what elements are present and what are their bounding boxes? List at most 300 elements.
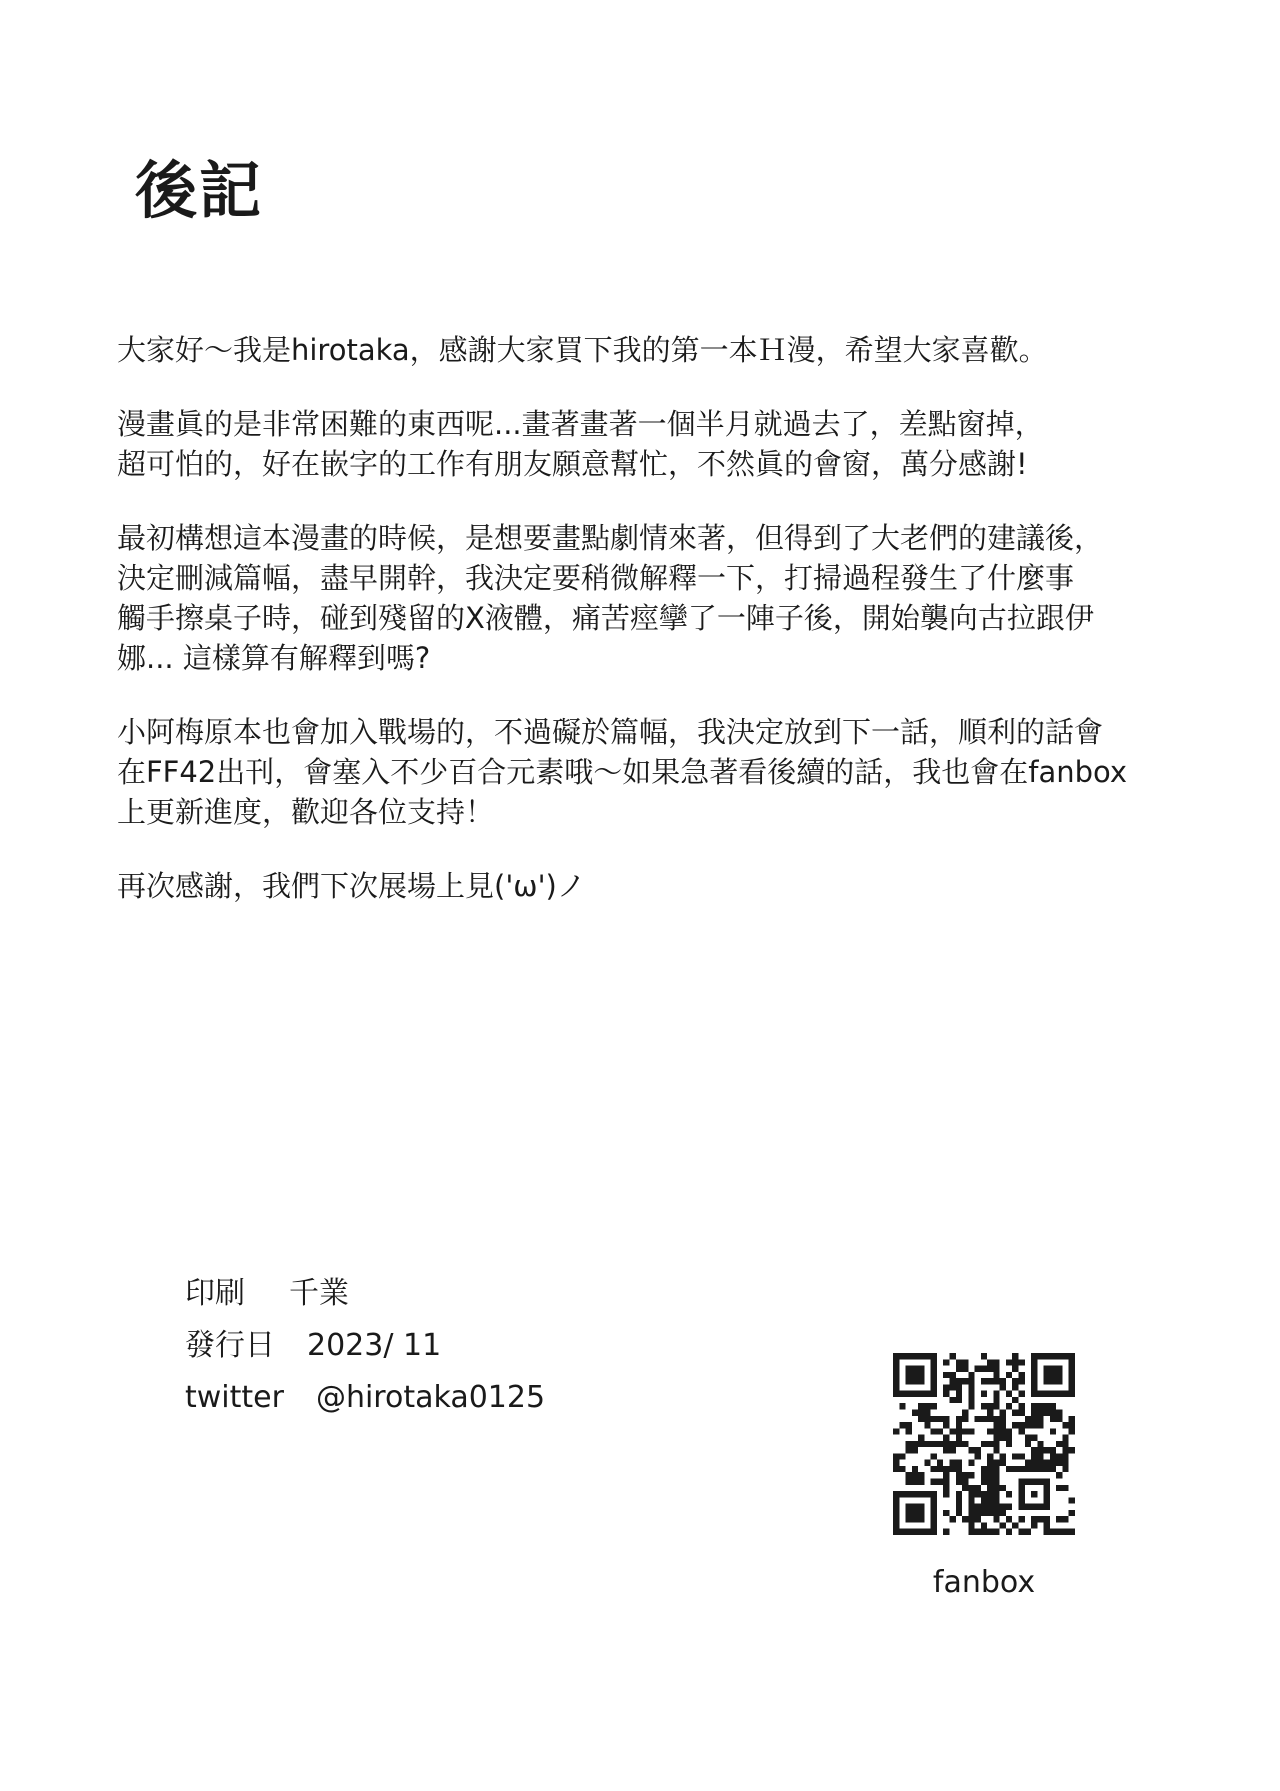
qr-module [1000,1504,1006,1510]
qr-module [1056,1529,1062,1535]
qr-module [981,1529,987,1535]
qr-module [943,1466,949,1472]
colophon-label: 印刷 [185,1276,245,1311]
qr-module [987,1510,993,1516]
qr-module [1062,1453,1068,1459]
qr-finder [1069,1353,1075,1397]
qr-module [1000,1460,1006,1466]
qr-module [1031,1522,1037,1528]
text-line: 再次感謝，我們下次展場上見('ω')ノ [117,869,586,903]
qr-module [993,1472,999,1478]
qr-module [956,1428,962,1434]
qr-module [962,1359,968,1365]
qr-module [912,1441,918,1447]
qr-module [993,1516,999,1522]
qr-module [987,1453,993,1459]
qr-module [1025,1422,1031,1428]
qr-module [899,1466,905,1472]
qr-module [956,1491,962,1497]
qr-module [918,1403,924,1409]
qr-module [1000,1409,1006,1415]
qr-module [968,1397,974,1403]
qr-module [1037,1453,1043,1459]
qr-module [1037,1409,1043,1415]
qr-finder [1031,1353,1037,1397]
qr-module [918,1435,924,1441]
qr-module [906,1428,912,1434]
qr-finder [1031,1353,1075,1359]
qr-module [949,1447,955,1453]
qr-module [1006,1529,1012,1535]
afterword-body [117,330,1197,940]
qr-module [893,1453,899,1459]
qr-module [956,1460,962,1466]
qr-module [1062,1435,1068,1441]
qr-module [949,1397,955,1403]
qr-align [1044,1479,1050,1510]
qr-module [1044,1466,1050,1472]
qr-module [962,1441,968,1447]
qr-module [1025,1460,1031,1466]
twitter-handle: @hirotaka0125 [315,1380,546,1415]
qr-module [943,1485,949,1491]
qr-module [1050,1447,1056,1453]
qr-module [1037,1516,1043,1522]
qr-module [993,1529,999,1535]
colophon-twitter [185,1372,545,1424]
qr-module [1050,1453,1056,1459]
qr-module [943,1529,949,1535]
qr-finder [1031,1391,1075,1397]
qr-module [1056,1453,1062,1459]
qr-module [993,1422,999,1428]
qr-module [956,1378,962,1384]
qr-module [956,1416,962,1422]
qr-module [1056,1516,1062,1522]
qr-module [924,1416,930,1422]
qr-module [1044,1409,1050,1415]
colophon-printer [185,1268,545,1320]
qr-finder [1044,1366,1063,1385]
text-line: 在FF42出刊，會塞入不少百合元素哦～如果急著看後續的話，我也會在fanbox [117,755,1128,789]
qr-module [987,1366,993,1372]
qr-module [931,1453,937,1459]
qr-module [943,1472,949,1478]
colophon-value: 千業 [289,1276,349,1311]
qr-module [1031,1516,1037,1522]
qr-module [956,1397,962,1403]
qr-module [931,1416,937,1422]
qr-module [899,1403,905,1409]
qr-module [993,1466,999,1472]
qr-module [987,1472,993,1478]
qr-module [1006,1403,1012,1409]
qr-module [968,1522,974,1528]
qr-module [968,1497,974,1503]
qr-module [918,1472,924,1478]
qr-module [943,1510,949,1516]
qr-module [1019,1428,1025,1434]
qr-module [1062,1516,1068,1522]
qr-module [975,1453,981,1459]
qr-module [962,1472,968,1478]
qr-module [981,1522,987,1528]
qr-module [1012,1359,1018,1365]
qr-module [1037,1422,1043,1428]
qr-module [1000,1510,1006,1516]
qr-module [968,1472,974,1478]
qr-module [1012,1397,1018,1403]
qr-module [987,1466,993,1472]
qr-module [975,1510,981,1516]
qr-module [949,1372,955,1378]
qr-module [1019,1422,1025,1428]
qr-module [1044,1403,1050,1409]
qr-module [1006,1441,1012,1447]
qr-module [912,1479,918,1485]
qr-module [949,1428,955,1434]
qr-module [1000,1416,1006,1422]
qr-module [993,1485,999,1491]
qr-module [993,1397,999,1403]
qr-module [1012,1378,1018,1384]
text-line: 超可怕的，好在嵌字的工作有朋友願意幫忙，不然眞的會窗，萬分感謝! [117,447,1028,481]
qr-module [975,1485,981,1491]
qr-module [1031,1403,1037,1409]
qr-module [1031,1422,1037,1428]
qr-module [993,1460,999,1466]
qr-module [1031,1453,1037,1459]
qr-module [906,1422,912,1428]
paragraph-next [117,712,1197,832]
qr-module [943,1416,949,1422]
qr-module [931,1428,937,1434]
qr-module [962,1378,968,1384]
colophon-value: 2023/ 11 [307,1328,442,1363]
qr-module [987,1378,993,1384]
qr-module [1000,1428,1006,1434]
qr-module [906,1479,912,1485]
qr-module [949,1466,955,1472]
qr-module [993,1447,999,1453]
qr-module [1019,1372,1025,1378]
qr-module [1000,1485,1006,1491]
qr-module [1037,1441,1043,1447]
qr-module [1012,1353,1018,1359]
qr-module [987,1491,993,1497]
qr-finder [893,1529,937,1535]
qr-caption: fanbox [932,1565,1036,1600]
qr-module [956,1422,962,1428]
qr-module [893,1428,899,1434]
qr-module [993,1366,999,1372]
qr-finder [893,1491,937,1497]
qr-module [968,1460,974,1466]
qr-module [1012,1422,1018,1428]
qr-module [981,1466,987,1472]
qr-module [1037,1403,1043,1409]
qr-finder [893,1491,899,1535]
qr-module [949,1516,955,1522]
qr-module [937,1466,943,1472]
qr-module [993,1441,999,1447]
qr-module [1012,1409,1018,1415]
qr-module [987,1497,993,1503]
qr-module [893,1460,899,1466]
qr-module [975,1366,981,1372]
qr-module [975,1491,981,1497]
qr-module [937,1416,943,1422]
text-line: 娜... 這樣算有解釋到嗎? [117,641,431,675]
qr-module [1019,1529,1025,1535]
qr-module [924,1460,930,1466]
qr-module [1000,1378,1006,1384]
text-line: 最初構想這本漫畫的時候，是想要畫點劇情來著，但得到了大老們的建議後， [117,521,1104,555]
qr-align [1019,1479,1025,1510]
qr-module [924,1441,930,1447]
qr-module [1025,1435,1031,1441]
qr-module [912,1472,918,1478]
qr-module [943,1447,949,1453]
qr-module [943,1359,949,1365]
qr-module [943,1435,949,1441]
colophon-label: 發行日 [185,1328,275,1363]
qr-module [1069,1416,1075,1422]
qr-module [987,1479,993,1485]
qr-module [993,1378,999,1384]
qr-module [987,1409,993,1415]
qr-module [1019,1359,1025,1365]
qr-code-icon[interactable] [893,1353,1075,1535]
qr-module [949,1378,955,1384]
qr-module [1000,1522,1006,1528]
qr-finder [931,1491,937,1535]
qr-module [912,1447,918,1453]
qr-module [906,1447,912,1453]
qr-finder [931,1353,937,1397]
qr-module [956,1435,962,1441]
qr-module [937,1428,943,1434]
qr-module [962,1428,968,1434]
qr-module [1069,1529,1075,1535]
qr-module [993,1504,999,1510]
qr-module [1000,1422,1006,1428]
qr-module [956,1359,962,1365]
qr-align [1031,1491,1037,1497]
qr-module [1019,1378,1025,1384]
qr-module [968,1510,974,1516]
qr-module [968,1403,974,1409]
qr-module [1031,1460,1037,1466]
qr-module [968,1447,974,1453]
qr-module [981,1416,987,1422]
qr-module [993,1435,999,1441]
colophon-date [185,1320,545,1372]
qr-module [993,1428,999,1434]
text-line: 漫畫眞的是非常困難的東西呢...畫著畫著一個半月就過去了，差點窗掉， [117,407,1044,441]
qr-module [1031,1416,1037,1422]
text-line: 決定刪減篇幅，盡早開幹，我決定要稍微解釋一下，打掃過程發生了什麼事 [117,561,1075,595]
qr-module [918,1409,924,1415]
qr-module [943,1441,949,1447]
qr-module [987,1460,993,1466]
qr-module [981,1504,987,1510]
qr-module [1044,1447,1050,1453]
qr-module [924,1409,930,1415]
qr-module [1062,1422,1068,1428]
qr-module [937,1460,943,1466]
qr-module [993,1403,999,1409]
qr-module [1069,1497,1075,1503]
qr-module [962,1416,968,1422]
qr-module [1056,1472,1062,1478]
qr-module [918,1416,924,1422]
qr-finder [893,1391,937,1397]
qr-module [987,1529,993,1535]
qr-module [981,1391,987,1397]
qr-module [1025,1529,1031,1535]
qr-module [1062,1441,1068,1447]
qr-module [981,1378,987,1384]
colophon [185,1268,545,1424]
qr-module [956,1479,962,1485]
qr-module [987,1359,993,1365]
qr-module [1006,1504,1012,1510]
qr-module [931,1479,937,1485]
qr-module [1006,1516,1012,1522]
qr-module [937,1479,943,1485]
qr-module [1006,1435,1012,1441]
qr-module [1044,1522,1050,1528]
qr-module [1056,1416,1062,1422]
qr-module [987,1403,993,1409]
qr-module [962,1516,968,1522]
qr-module [1000,1435,1006,1441]
qr-module [1044,1460,1050,1466]
qr-module [1025,1416,1031,1422]
qr-module [981,1479,987,1485]
text-line: 上更新進度，歡迎各位支持！ [117,795,495,829]
qr-module [1031,1466,1037,1472]
qr-module [1012,1466,1018,1472]
qr-finder [893,1353,899,1397]
qr-module [1031,1447,1037,1453]
qr-module [968,1428,974,1434]
qr-module [1012,1522,1018,1528]
qr-module [987,1428,993,1434]
qr-module [1031,1435,1037,1441]
qr-module [981,1491,987,1497]
qr-module [943,1422,949,1428]
text-line: 觸手擦桌子時，碰到殘留的X液體，痛苦痙攣了一陣子後，開始襲向古拉跟伊 [117,601,1094,635]
qr-module [1037,1460,1043,1466]
qr-module [981,1366,987,1372]
qr-module [968,1378,974,1384]
qr-module [1056,1485,1062,1491]
qr-module [981,1441,987,1447]
qr-module [1019,1403,1025,1409]
qr-module [1062,1529,1068,1535]
qr-module [987,1441,993,1447]
qr-module [962,1366,968,1372]
qr-module [1056,1409,1062,1415]
qr-module [975,1447,981,1453]
qr-module [931,1441,937,1447]
qr-module [899,1453,905,1459]
qr-module [1050,1403,1056,1409]
paragraph-thanks [117,866,1197,906]
qr-module [912,1409,918,1415]
qr-module [1044,1516,1050,1522]
qr-module [949,1460,955,1466]
qr-module [906,1472,912,1478]
qr-module [931,1466,937,1472]
qr-module [924,1422,930,1428]
qr-module [987,1504,993,1510]
qr-module [1037,1416,1043,1422]
qr-module [1012,1453,1018,1459]
qr-module [968,1504,974,1510]
text-line: 小阿梅原本也會加入戰場的，不過礙於篇幅，我決定放到下一話，順利的話會 [117,715,1104,749]
qr-module [1050,1409,1056,1415]
qr-module [975,1416,981,1422]
qr-module [906,1441,912,1447]
qr-module [956,1384,962,1390]
qr-module [956,1497,962,1503]
qr-module [1062,1466,1068,1472]
qr-module [1037,1466,1043,1472]
qr-module [1019,1516,1025,1522]
qr-module [943,1391,949,1397]
qr-module [1000,1453,1006,1459]
qr-module [918,1441,924,1447]
qr-module [956,1391,962,1397]
qr-module [1025,1441,1031,1447]
qr-module [1056,1441,1062,1447]
qr-module [1062,1460,1068,1466]
qr-module [899,1422,905,1428]
qr-module [968,1384,974,1390]
qr-module [1056,1460,1062,1466]
qr-module [1062,1447,1068,1453]
qr-module [975,1504,981,1510]
qr-finder [906,1366,925,1385]
qr-module [1069,1510,1075,1516]
qr-module [1012,1366,1018,1372]
qr-module [956,1510,962,1516]
qr-module [981,1497,987,1503]
qr-module [981,1403,987,1409]
qr-module [962,1409,968,1415]
qr-module [968,1372,974,1378]
qr-module [1019,1466,1025,1472]
qr-module [993,1372,999,1378]
qr-module [993,1497,999,1503]
qr-module [975,1529,981,1535]
qr-module [943,1479,949,1485]
qr-module [1006,1428,1012,1434]
qr-module [1037,1447,1043,1453]
qr-module [1062,1485,1068,1491]
qr-module [1019,1409,1025,1415]
qr-module [937,1441,943,1447]
qr-module [1025,1466,1031,1472]
paragraph-greeting [117,330,1197,370]
qr-module [962,1485,968,1491]
qr-module [956,1472,962,1478]
qr-module [1050,1416,1056,1422]
qr-module [1006,1466,1012,1472]
